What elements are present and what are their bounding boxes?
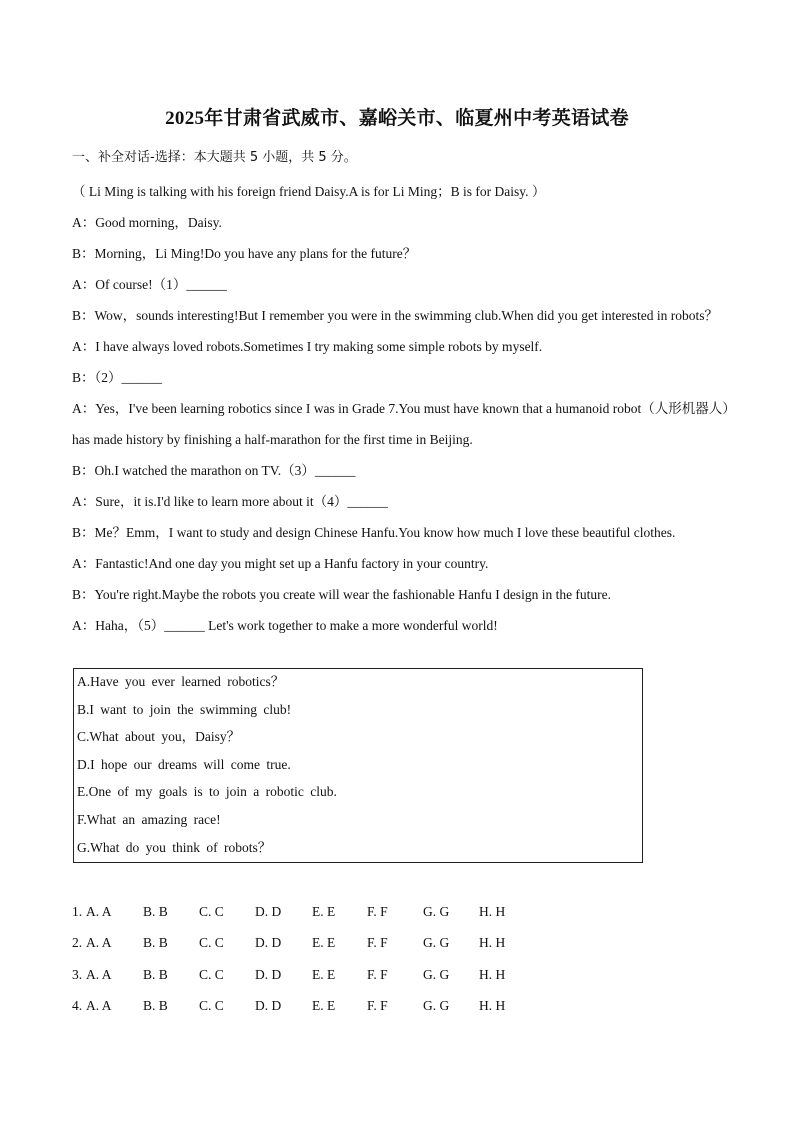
choice-d[interactable]: D. D	[255, 997, 282, 1013]
dialog-line: B：（2）______	[72, 370, 163, 385]
dialog-line: B：Oh.I watched the marathon on TV.（3）______	[72, 463, 356, 478]
question-number: 3.	[72, 966, 83, 982]
choice-c[interactable]: C. C	[199, 997, 224, 1013]
choice-a[interactable]: A. A	[86, 997, 112, 1013]
choice-e[interactable]: E. E	[312, 966, 336, 982]
choice-c[interactable]: C. C	[199, 935, 224, 951]
choice-f[interactable]: F. F	[367, 935, 388, 951]
dialog-block	[72, 176, 732, 641]
choice-f[interactable]: F. F	[367, 997, 388, 1013]
choice-h[interactable]: H. H	[479, 997, 506, 1013]
choice-a[interactable]: A. A	[86, 904, 112, 919]
choice-a[interactable]: A. A	[86, 966, 112, 982]
choice-d[interactable]: D. D	[255, 904, 282, 919]
choice-d[interactable]: D. D	[255, 935, 282, 951]
dialog-line: A：Fantastic!And one day you might set up a Hanfu factory in your country.	[72, 556, 489, 571]
choice-g[interactable]: G. G	[423, 966, 450, 982]
choice-a[interactable]: A. A	[86, 935, 112, 951]
question-number: 4.	[72, 997, 83, 1013]
choice-f[interactable]: F. F	[367, 904, 388, 919]
choice-c[interactable]: C. C	[199, 904, 224, 919]
dialog-intro: （ Li Ming is talking with his foreign friend Daisy.A is for Li Ming；B is for Daisy. ）	[72, 184, 546, 199]
choice-g[interactable]: G. G	[423, 904, 450, 919]
option-a: A.Have you ever learned robotics？	[77, 674, 285, 689]
choice-f[interactable]: F. F	[367, 966, 388, 982]
dialog-line: A：Of course!（1）______	[72, 277, 227, 292]
choice-g[interactable]: G. G	[423, 935, 450, 951]
dialog-line: B：Morning，Li Ming!Do you have any plans for the future？	[72, 246, 417, 261]
page-title: 2025年甘肃省武威市、嘉峪关市、临夏州中考英语试卷	[165, 108, 629, 129]
question-number: 1.	[72, 904, 83, 919]
choice-c[interactable]: C. C	[199, 966, 224, 982]
choice-e[interactable]: E. E	[312, 935, 336, 951]
choice-b[interactable]: B. B	[143, 904, 168, 919]
dialog-line: A：Haha，（5）______ Let's work together to make a more wonderful world!	[72, 618, 498, 633]
dialog-line: B：You're right.Maybe the robots you create will wear the fashionable Hanfu I design in the future.	[72, 587, 612, 602]
option-f: F.What an amazing race!	[77, 811, 221, 827]
question-number: 2.	[72, 935, 83, 951]
option-e: E.One of my goals is to join a robotic club.	[77, 784, 337, 800]
choice-g[interactable]: G. G	[423, 997, 450, 1013]
option-b: B.I want to join the swimming club!	[77, 701, 292, 717]
dialog-line: B：Wow，sounds interesting!But I remember you were in the swimming club.When did you get interested in robots？	[72, 308, 719, 323]
choice-b[interactable]: B. B	[143, 935, 168, 951]
dialog-line: A：Sure，it is.I'd like to learn more about it（4）______	[72, 494, 388, 509]
choice-b[interactable]: B. B	[143, 966, 168, 982]
choice-e[interactable]: E. E	[312, 904, 336, 919]
option-g: G.What do you think of robots？	[77, 839, 272, 855]
dialog-line: B：Me？Emm，I want to study and design Chinese Hanfu.You know how much I love these beautiful clothes.	[72, 525, 676, 540]
option-d: D.I hope our dreams will come true.	[77, 756, 291, 772]
choice-d[interactable]: D. D	[255, 966, 282, 982]
choice-h[interactable]: H. H	[479, 904, 506, 919]
dialog-line: A：Yes，I've been learning robotics since I was in Grade 7.You must have known that a humanoid robot（人形机器人）has made history by finishing a half-marathon for the first time in Beijing.	[72, 401, 729, 447]
choice-e[interactable]: E. E	[312, 997, 336, 1013]
dialog-line: A：Good morning，Daisy.	[72, 215, 222, 230]
option-c: C.What about you，Daisy？	[77, 729, 241, 745]
choice-h[interactable]: H. H	[479, 935, 506, 951]
dialog-line: A：I have always loved robots.Sometimes I try making some simple robots by myself.	[72, 339, 543, 354]
choice-h[interactable]: H. H	[479, 966, 506, 982]
section-heading: 一、补全对话-选择：本大题共 5 小题，共 5 分。	[72, 150, 357, 165]
options-box	[73, 668, 643, 863]
choice-b[interactable]: B. B	[143, 997, 168, 1013]
